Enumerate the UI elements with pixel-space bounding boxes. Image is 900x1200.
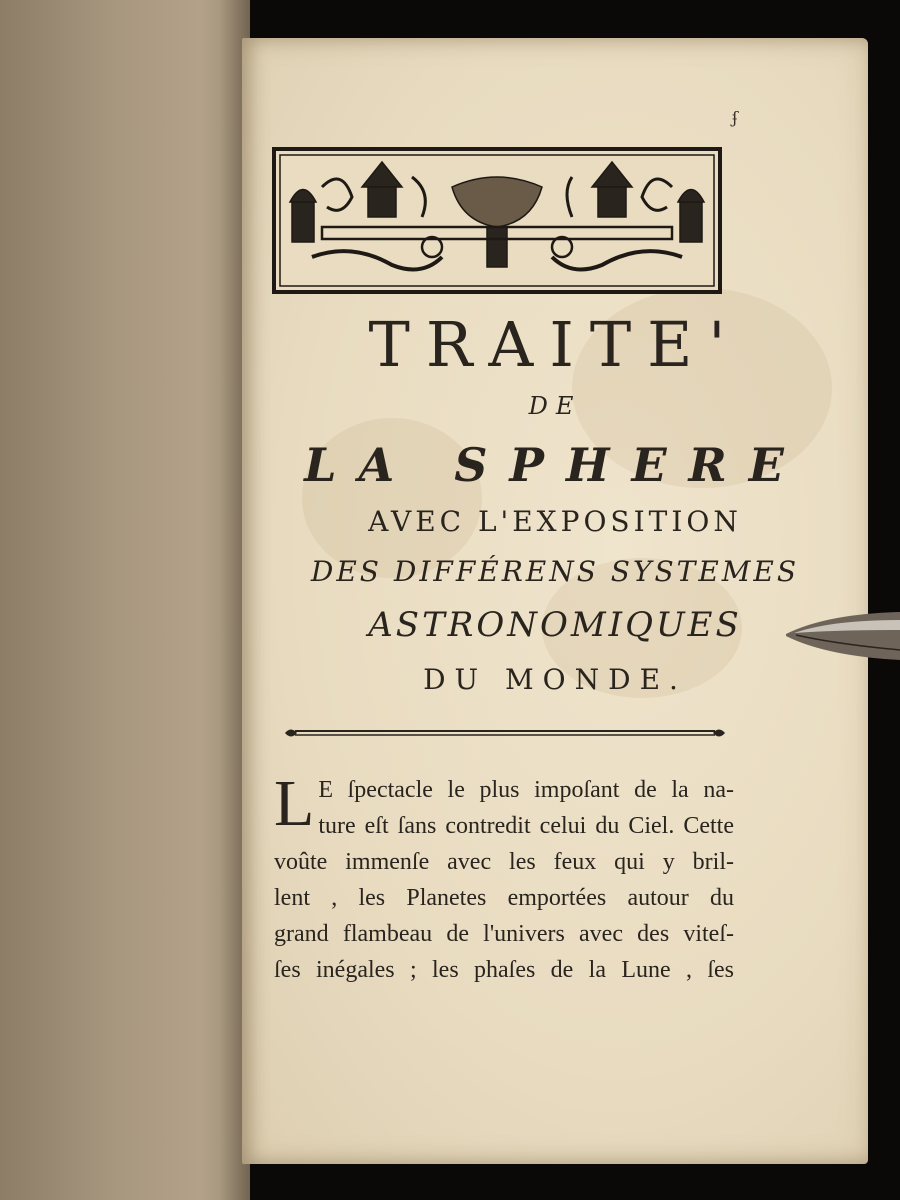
text-line: voûte immenſe avec les feux qui y bril- xyxy=(274,849,734,875)
title-de: DE xyxy=(528,392,582,420)
text-line: E ſpectacle le plus impoſant de la na- xyxy=(318,777,734,803)
text-line: lent , les Planetes emportées autour du xyxy=(274,885,734,911)
facing-page xyxy=(0,0,250,1200)
title-la-sphere: LA SPHERE xyxy=(304,438,806,492)
title-du-monde: DU MONDE. xyxy=(423,663,687,696)
bookmark-pointer-icon xyxy=(786,606,900,666)
text-line: grand flambeau de l'univers avec des viteſ- xyxy=(274,921,734,947)
decorative-rule-icon xyxy=(285,726,725,740)
title-astronomiques: ASTRONOMIQUES xyxy=(368,605,742,645)
text-line: ture eſt ſans contredit celui du Ciel. Cette xyxy=(318,813,734,839)
title-des-differens: DES DIFFÉRENS SYSTEMES xyxy=(310,555,800,588)
title-traite: TRAITE' xyxy=(368,308,742,381)
text-line: ſes inégales ; les phaſes de la Lune , ſes xyxy=(274,957,734,983)
title-avec-exposition: AVEC L'EXPOSITION xyxy=(368,505,742,538)
opening-paragraph xyxy=(274,767,734,988)
woodcut-ornament-icon xyxy=(272,147,722,294)
drop-cap: L xyxy=(274,767,315,840)
ink-mark: ʄ xyxy=(732,108,738,127)
